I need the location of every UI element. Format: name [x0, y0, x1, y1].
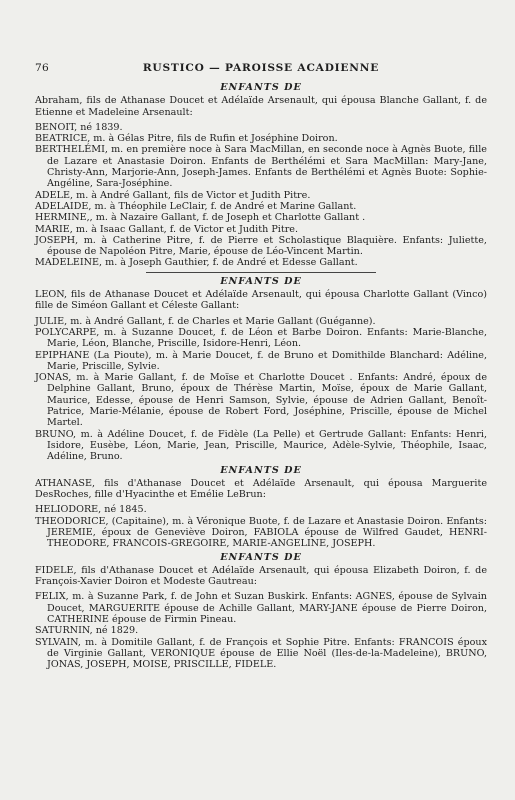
section-intro: ATHANASE, fils d'Athanase Doucet et Adélaïde Arsenault, qui épousa Marguerite DesRoches, fille d'Hyacinthe et Emélie LeBrun: — [35, 477, 487, 501]
section-athanase — [35, 465, 487, 550]
section-title: ENFANTS DE — [220, 275, 302, 287]
entry-sylvain: SYLVAIN, m. à Domitile Gallant, f. de François et Sophie Pitre. Enfants: FRANCOIS époux de Virginie Gallant, VERONIQUE épouse de Ellie Noël (Iles-de-la-Madeleine), BRUNO, JONAS, JOSEPH, MOISE, PRISCILLE, FIDELE. — [35, 636, 487, 671]
entry-berthelemi: BERTHELÉMI, m. en première noce à Sara MacMillan, en seconde noce à Agnès Buote, fille de Lazare et Anastasie Doiron. Enfants de Berthélémi et Sara MacMillan: Mary-Jane, Christy-Ann, Marjorie-Ann, Joseph-James. Enfants de Berthélémi et Agnès Buote: Sophie-Angéline, Sara-Joséphine. — [35, 144, 487, 190]
entry-hermine: HERMINE,, m. à Nazaire Gallant, f. de Joseph et Charlotte Gallant . — [35, 212, 366, 224]
entry-madeleine: MADELEINE, m. à Joseph Gauthier, f. de André et Edesse Gallant. — [35, 257, 358, 269]
entry-adele: ADELE, m. à André Gallant, fils de Victor et Judith Pitre. — [35, 189, 311, 201]
document-body — [35, 82, 487, 671]
entry-epiphane: EPIPHANE (La Pioute), m. à Marie Doucet, f. de Bruno et Domithilde Blanchard: Adéline, Marie, Priscille, Sylvie. — [35, 349, 487, 372]
section-title: ENFANTS DE — [220, 464, 302, 476]
section-fidele — [35, 552, 487, 671]
section-intro: Abraham, fils de Athanase Doucet et Adélaïde Arsenault, qui épousa Blanche Gallant, f. de Etienne et Madeleine Arsenault: — [35, 95, 487, 118]
section-divider — [146, 272, 376, 273]
entry-saturnin: SATURNIN, né 1829. — [35, 625, 139, 637]
entry-julie: JULIE, m. à André Gallant, f. de Charles et Marie Gallant (Guéganne). — [35, 315, 376, 327]
section-intro: FIDELE, fils d'Athanase Doucet et Adélaïde Arsenault, qui épousa Elizabeth Doiron, f. de François-Xavier Doiron et Modeste Gautreau: — [35, 564, 487, 588]
entry-benoit: BENOIT, né 1839. — [35, 121, 123, 133]
section-title: ENFANTS DE — [220, 82, 302, 93]
entry-joseph: JOSEPH, m. à Catherine Pitre, f. de Pierre et Scholastique Blaquière. Enfants: Juliette, épouse de Napoléon Pitre, Marie, épouse de Léo-Vincent Martin. — [35, 234, 487, 258]
entry-polycarpe: POLYCARPE, m. à Suzanne Doucet, f. de Léon et Barbe Doiron. Enfants: Marie-Blanche, Marie, Léon, Blanche, Priscille, Isidore-Henri, Léon. — [35, 326, 487, 350]
entry-theodorice: THEODORICE, (Capitaine), m. à Véronique Buote, f. de Lazare et Anastasie Doiron. Enfants: JEREMIE, époux de Geneviève Doiron, FABIOLA épouse de Wilfred Gaudet, HENRI-THEODORE, FRANCOIS-GREGOIRE, MARIE-ANGELINE, JOSEPH. — [35, 515, 487, 550]
entry-marie: MARIE, m. à Isaac Gallant, f. de Victor et Judith Pitre. — [35, 223, 299, 235]
entry-heliodore: HELIODORE, né 1845. — [35, 504, 147, 516]
section-leon — [35, 276, 487, 463]
section-abraham — [35, 82, 487, 269]
section-intro: LEON, fils de Athanase Doucet et Adélaïde Arsenault, qui épousa Charlotte Gallant (Vinco) fille de Siméon Gallant et Céleste Gallant: — [35, 289, 487, 312]
entry-beatrice: BEATRICE, m. à Gélas Pitre, fils de Rufin et Joséphine Doiron. — [35, 133, 338, 145]
section-title: ENFANTS DE — [220, 551, 302, 563]
entry-adelaide: ADELAIDE, m. à Théophile LeClair, f. de André et Marine Gallant. — [35, 200, 357, 212]
running-title: RUSTICO — PAROISSE ACADIENNE — [142, 62, 380, 74]
entry-bruno: BRUNO, m. à Adéline Doucet, f. de Fidèle (La Pelle) et Gertrude Gallant: Enfants: Henri, Isidore, Eusèbe, Léon, Marie, Jean, Priscille, Maurice, Adèle-Sylvie, Théophile, Isaac, Adéline, Bruno. — [35, 428, 487, 463]
entry-felix: FELIX, m. à Suzanne Park, f. de John et Suzan Buskirk. Enfants: AGNES, épouse de Sylvain Doucet, MARGUERITE épouse de Achille Gallant, MARY-JANE épouse de Pierre Doiron, CATHERINE épouse de Firmin Pineau. — [35, 591, 487, 626]
entry-jonas: JONAS, m. à Marie Gallant, f. de Moïse et Charlotte Doucet . Enfants: André, époux de Delphine Gallant, Bruno, époux de Thérèse Martin, Moïse, époux de Marie Gallant, Maurice, Edesse, épouse de Henri Samson, Sylvie, épouse de Adrien Gallant, Benoît-Patrice, Marie-Mélanie, épouse de Robert Ford, Joséphine, Priscille, épouse de Michel Martel. — [35, 372, 487, 429]
page-number: 76 — [35, 62, 50, 74]
page-header — [35, 62, 487, 74]
